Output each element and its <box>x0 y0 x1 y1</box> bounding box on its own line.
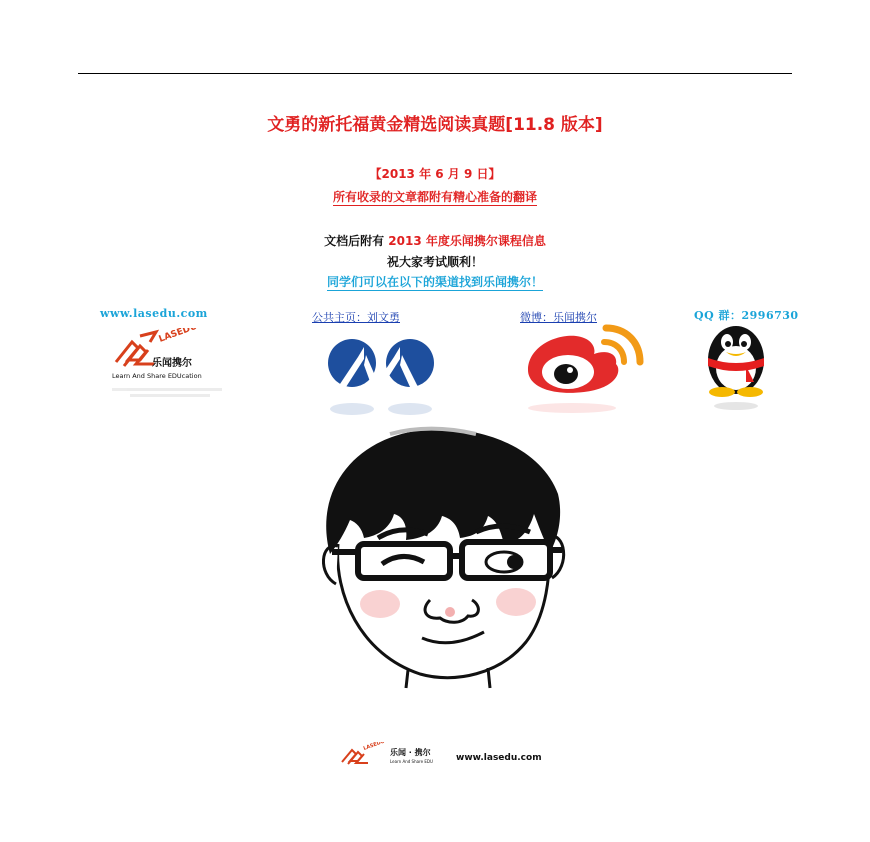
renren-logo-icon[interactable] <box>322 337 442 417</box>
footer-brand-cn: 乐闻 · 携尔 <box>390 748 431 757</box>
svg-text:LASEDU: LASEDU <box>157 328 199 345</box>
weibo-logo-icon[interactable] <box>522 322 647 414</box>
svg-text:LASEDU: LASEDU <box>362 742 386 752</box>
course-info-prefix: 文档后附有 <box>324 234 389 248</box>
cartoon-portrait <box>290 424 606 702</box>
footer-logo-icon <box>340 742 386 772</box>
course-info-line <box>0 232 870 249</box>
header-rule <box>78 73 792 74</box>
svg-text:乐闻携尔: 乐闻携尔 <box>152 358 192 369</box>
weibo-link[interactable]: 微博：乐闻携尔 <box>520 311 597 324</box>
document-date: 【2013 年 6 月 9 日】 <box>369 167 501 181</box>
translation-note-text: 所有收录的文章都附有精心准备的翻译 <box>332 190 537 204</box>
svg-text:Learn And Share EDUcation: Learn And Share EDUcation <box>112 372 202 380</box>
footer-url-link[interactable]: www.lasedu.com <box>456 753 542 763</box>
document-title: 文勇的新托福黄金精选阅读真题[11.8 版本] <box>267 115 603 135</box>
site-link[interactable]: www.lasedu.com <box>100 307 208 320</box>
channels-note-text[interactable]: 同学们可以在以下的渠道找到乐闻携尔！ <box>326 275 543 289</box>
footer-brand-en: Learn And Share EDU <box>390 759 433 764</box>
qq-penguin-icon[interactable] <box>696 320 780 412</box>
course-info-highlight: 2013 年度乐闻携尔课程信息 <box>388 234 546 248</box>
qq-group-label: QQ 群：2996730 <box>694 309 799 322</box>
homepage-link[interactable]: 公共主页：刘文勇 <box>312 311 400 324</box>
channels-note[interactable] <box>0 273 870 290</box>
exam-wish: 祝大家考试顺利！ <box>386 255 483 269</box>
lasedu-logo-icon <box>110 328 230 408</box>
translation-note <box>0 188 870 205</box>
